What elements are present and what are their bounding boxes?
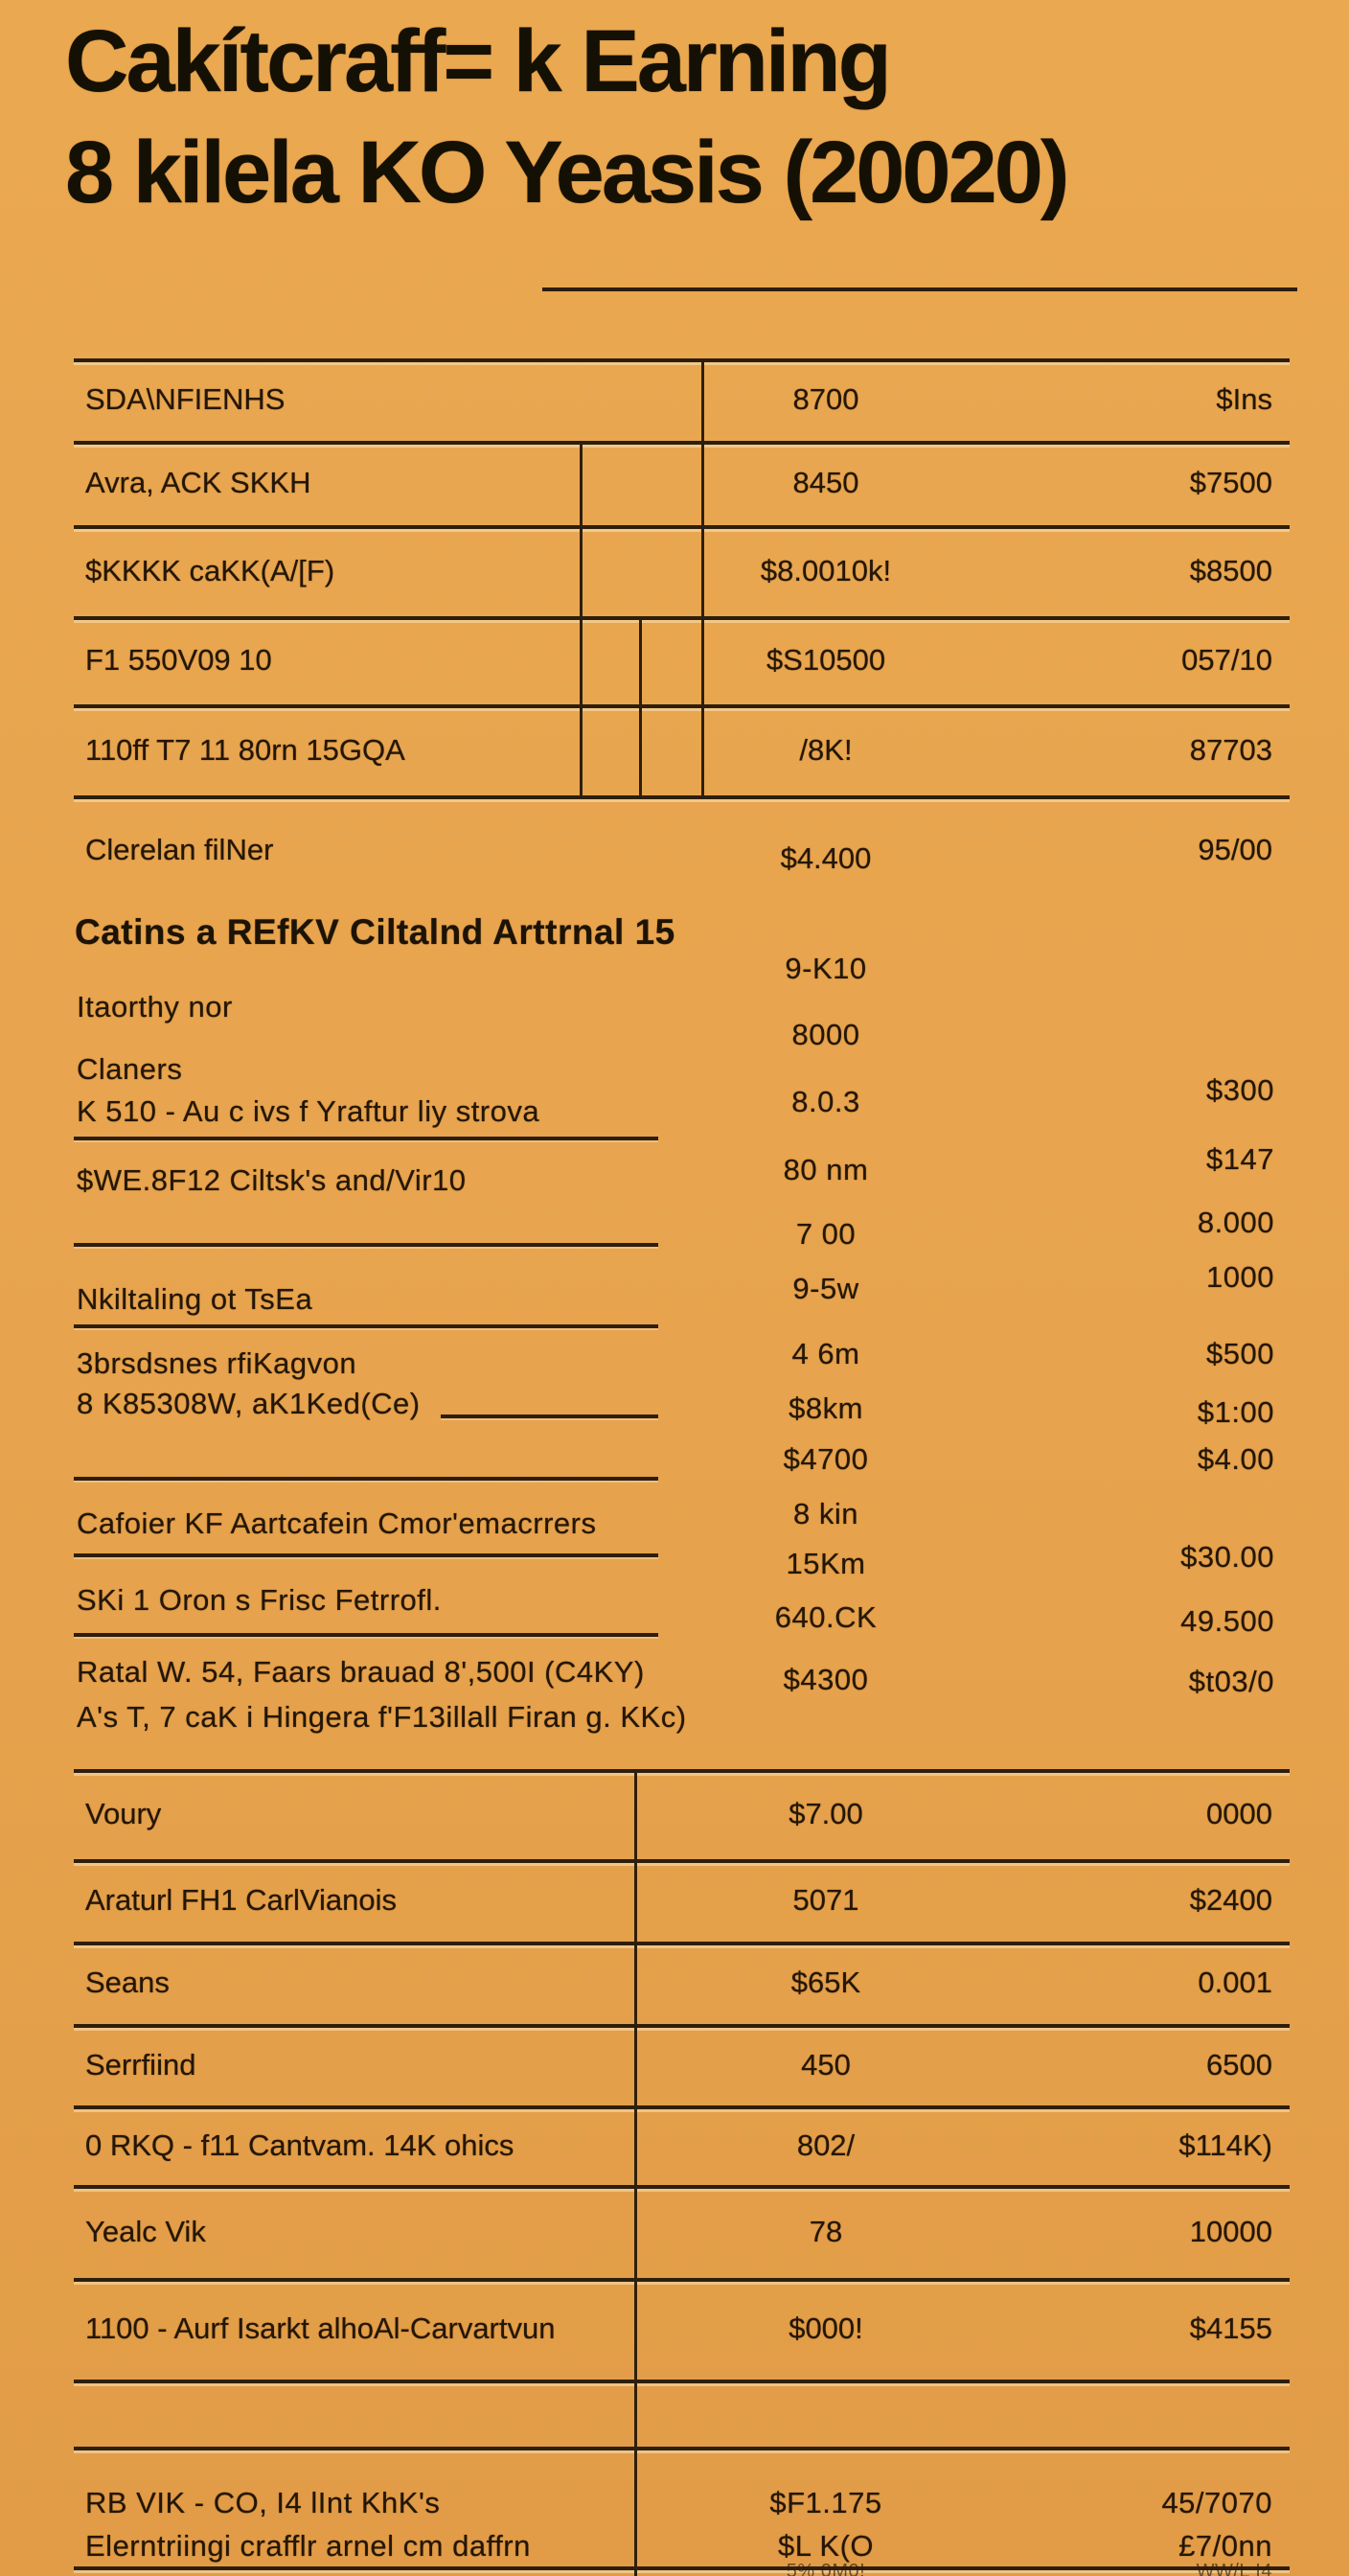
list-item-value-right: 8.000 — [1197, 1206, 1274, 1239]
list-item-label: Ratal W. 54, Faars brauad 8',500I (C4KY) — [77, 1655, 645, 1689]
top-table — [74, 358, 1290, 905]
row-value-right: $8500 — [1189, 553, 1272, 587]
title-underline-rule — [542, 288, 1297, 291]
list-item-value-right: $4.00 — [1197, 1442, 1274, 1476]
table-row — [74, 2024, 1290, 2105]
table-row — [74, 441, 1290, 525]
row-label: Avra, ACK SKKH — [85, 466, 311, 499]
row-value-mid: 78 — [809, 2214, 843, 2248]
row-value-right: 45/7070 — [1161, 2486, 1272, 2519]
list-item-value-mid: 15Km — [786, 1547, 866, 1580]
row-value-right: 87703 — [1189, 732, 1272, 767]
list-item-label: Nkiltaling ot TsEa — [77, 1282, 313, 1316]
list-underline — [74, 1137, 658, 1140]
row-value-right: 0.001 — [1198, 1966, 1272, 1999]
row-label: Serrfiind — [85, 2047, 196, 2082]
list-underline — [74, 1477, 658, 1481]
row-value-right: 0000 — [1206, 1797, 1272, 1830]
row-label: RB VIK - CO, I4 lInt KhK's — [85, 2486, 441, 2519]
table-row — [74, 1942, 1290, 2024]
row-label: F1 550V09 10 — [85, 643, 272, 677]
row-label: Yealc Vik — [85, 2214, 206, 2248]
table-row — [74, 616, 1290, 704]
row-value-right: 10000 — [1189, 2214, 1272, 2248]
row-value-mid: $L K(O — [777, 2529, 875, 2563]
list-item-value-mid: 4 6m — [791, 1337, 860, 1370]
row-label: Araturl FH1 CarlVianois — [85, 1883, 398, 1917]
row-value-mid: 450 — [801, 2047, 851, 2082]
list-item-value-mid: 80 nm — [783, 1153, 869, 1186]
table-row-empty — [74, 2380, 1290, 2447]
list-item-value-right: $147 — [1206, 1142, 1274, 1176]
row-label: $KKKK caKK(A/[F) — [85, 553, 335, 587]
row-value-mid: $65K — [790, 1966, 861, 1999]
row-value-right: 95/00 — [1198, 833, 1272, 866]
table-row — [74, 1769, 1290, 1859]
row-value-mid: $8.0010k! — [760, 553, 892, 587]
list-item-value-mid: 8000 — [791, 1018, 860, 1051]
list-item-label: Claners — [77, 1052, 183, 1086]
row-label: Voury — [85, 1797, 162, 1830]
footer-cutoff-value-right: WW/L I4 — [1196, 2561, 1272, 2576]
table-row — [74, 2278, 1290, 2380]
list-item-value-right: 49.500 — [1180, 1604, 1274, 1638]
table-row — [74, 795, 1290, 905]
row-label: Clerelan filNer — [85, 833, 274, 866]
row-value-right: $7500 — [1189, 466, 1272, 499]
footer-cutoff-value-mid: 5% 0M0! — [786, 2561, 866, 2576]
list-underline — [441, 1414, 658, 1418]
list-item-value-mid: 8.0.3 — [791, 1085, 860, 1118]
list-underline — [74, 1324, 658, 1328]
row-value-mid: 5071 — [792, 1883, 859, 1917]
bottom-table — [74, 1769, 1290, 2576]
row-value-mid: $F1.175 — [769, 2486, 882, 2519]
row-value-right: $4155 — [1189, 2312, 1272, 2345]
list-item-label: SKi 1 Oron s Frisc Fetrrofl. — [77, 1583, 442, 1617]
list-item-value-right: 1000 — [1206, 1260, 1274, 1294]
list-item-label: $WE.8F12 Ciltsk's and/Vir10 — [77, 1163, 467, 1197]
row-label: Elerntriingi crafflr arnel cm daffrn — [85, 2529, 531, 2563]
table-row — [74, 2105, 1290, 2185]
list-item-label: K 510 - Au c ivs f Yraftur liy strova — [77, 1094, 540, 1128]
row-value-mid: $7.00 — [789, 1797, 863, 1830]
list-item-label: 3brsdsnes rfiKagvon — [77, 1346, 357, 1380]
page-title-line-1: Cakítcraff= k Earning — [65, 12, 889, 110]
list-item-label: Cafoier KF Aartcafein Cmor'emacrrers — [77, 1506, 597, 1540]
list-underline — [74, 1243, 658, 1247]
list-underline — [74, 1553, 658, 1557]
section-heading-value: 9-K10 — [785, 952, 867, 985]
row-value-right: 057/10 — [1181, 643, 1272, 677]
row-label: 110ff T7 11 80rn 15GQA — [85, 732, 405, 767]
list-underline — [74, 1633, 658, 1637]
row-value-right: $2400 — [1189, 1883, 1272, 1917]
row-value-right: $Ins — [1216, 382, 1272, 416]
row-value-mid: 8700 — [792, 382, 859, 416]
list-item-value-right: $300 — [1206, 1073, 1274, 1107]
table-row — [74, 2185, 1290, 2278]
table-row — [74, 358, 1290, 441]
list-item-label: 8 K85308W, aK1Ked(Ce) — [77, 1387, 421, 1420]
row-value-mid: 802/ — [796, 2128, 856, 2162]
list-item-value-mid: 8 kin — [793, 1497, 858, 1530]
page-title-line-2: 8 kilela KO Yeasis (20020) — [65, 124, 1067, 221]
list-item-value-mid: $4300 — [783, 1663, 869, 1696]
list-item-value-mid: 9-5w — [792, 1272, 859, 1305]
row-value-mid: $S10500 — [766, 643, 886, 677]
list-item-value-right: $500 — [1206, 1337, 1274, 1370]
table-row — [74, 1859, 1290, 1942]
section-heading: Catins a REfKV Ciltalnd Arttrnal 15 — [75, 912, 675, 952]
list-item-value-right: $30.00 — [1180, 1540, 1274, 1574]
list-item-value-mid: $8km — [789, 1392, 863, 1425]
row-value-right: 6500 — [1206, 2047, 1272, 2082]
table-row — [74, 704, 1290, 795]
row-value-mid: 8450 — [792, 466, 859, 499]
list-item-label: A's T, 7 caK i Hingera f'F13illall Firan g. KKc) — [77, 1700, 687, 1734]
row-label: SDA\NFIENHS — [85, 382, 286, 416]
row-label: 0 RKQ - f11 Cantvam. 14K ohics — [85, 2128, 514, 2162]
table-row — [74, 525, 1290, 616]
list-item-value-right: $t03/0 — [1188, 1665, 1274, 1698]
row-value-right: £7/0nn — [1178, 2529, 1272, 2563]
list-item-value-mid: $4700 — [783, 1442, 869, 1476]
separator-line — [74, 2447, 1290, 2450]
row-value-mid: /8K! — [799, 732, 853, 767]
list-item-label: Itaorthy nor — [77, 990, 233, 1024]
row-label: 1100 - Aurf Isarkt alhoAl-Carvartvun — [85, 2312, 556, 2345]
row-value-right: $114K) — [1178, 2128, 1272, 2162]
row-label: Seans — [85, 1966, 170, 1999]
row-value-mid: $4.400 — [780, 841, 872, 875]
row-value-mid: $000! — [789, 2312, 863, 2345]
list-item-value-right: $1:00 — [1197, 1395, 1274, 1429]
list-item-value-mid: 640.CK — [774, 1600, 878, 1634]
list-item-value-mid: 7 00 — [795, 1217, 857, 1251]
